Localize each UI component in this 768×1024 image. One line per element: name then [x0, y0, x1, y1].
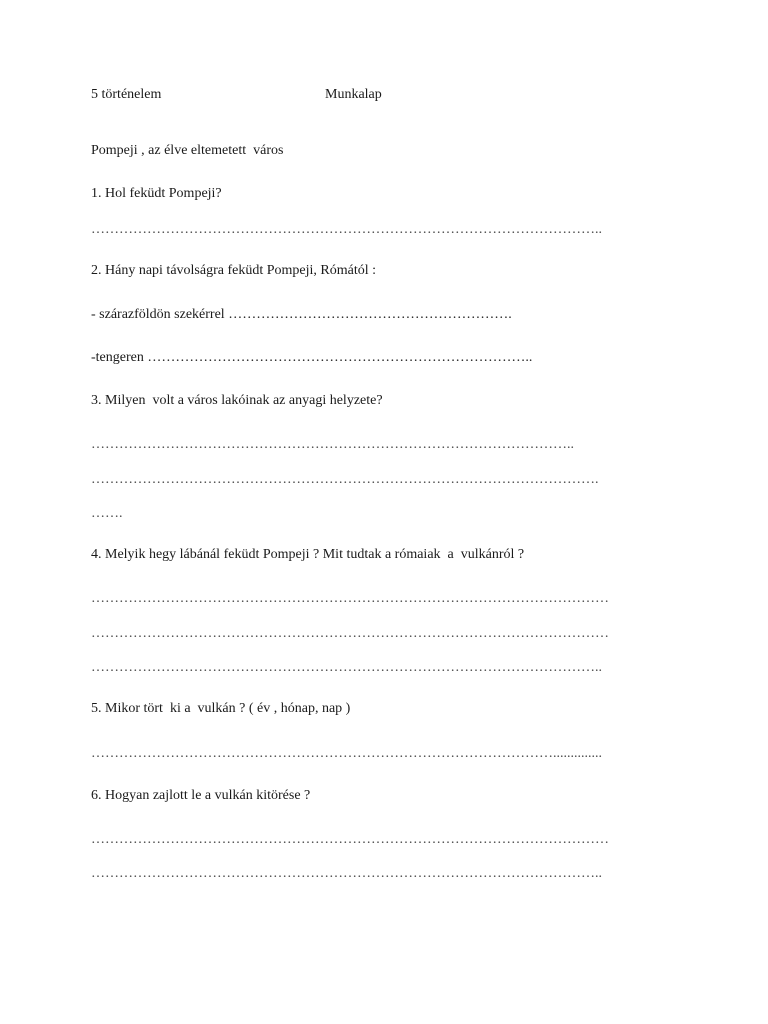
question-2-sub-sea: -tengeren ………………………………………………………………………..: [91, 350, 533, 365]
answer-line-4-2: …………………………………………………………………………………………………: [91, 626, 609, 641]
answer-line-3-3: …….: [91, 506, 123, 521]
question-4: 4. Melyik hegy lábánál feküdt Pompeji ? Mit tudtak a rómaiak a vulkánról ?: [91, 547, 525, 562]
answer-line-4-3: ………………………………………………………………………………………………..: [91, 660, 602, 675]
answer-line-5-1: ………………………………………………………………………………………..............: [91, 746, 602, 761]
question-2: 2. Hány napi távolságra feküdt Pompeji, Rómától :: [91, 263, 377, 278]
answer-line-6-1: …………………………………………………………………………………………………: [91, 832, 609, 847]
answer-line-3-1: …………………………………………………………………………………………..: [91, 437, 574, 452]
question-5: 5. Mikor tört ki a vulkán ? ( év , hónap, nap ): [91, 701, 351, 716]
question-2-sub-land: - szárazföldön szekérrel …………………………………………………….: [91, 307, 512, 322]
worksheet-title: Munkalap: [325, 87, 382, 102]
answer-line-4-1: …………………………………………………………………………………………………: [91, 591, 609, 606]
question-6: 6. Hogyan zajlott le a vulkán kitörése ?: [91, 788, 311, 803]
question-1: 1. Hol feküdt Pompeji?: [91, 186, 222, 201]
topic-title: Pompeji , az élve eltemetett város: [91, 143, 284, 158]
subject-label: 5 történelem: [91, 87, 162, 102]
answer-line-6-2: ………………………………………………………………………………………………..: [91, 866, 602, 881]
answer-line-1-1: ………………………………………………………………………………………………..: [91, 222, 602, 237]
answer-line-3-2: ……………………………………………………………………………………………….: [91, 472, 599, 487]
question-3: 3. Milyen volt a város lakóinak az anyagi helyzete?: [91, 393, 383, 408]
